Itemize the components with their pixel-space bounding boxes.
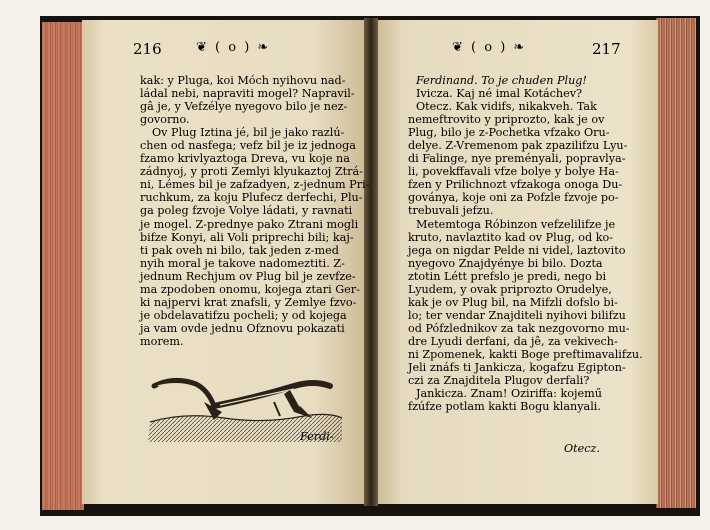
text-line: chen od nasfega; vefz bil je iz jednoga [140,139,356,153]
right-page-number: 217 [592,40,621,58]
text-line: Otecz. Kak vidifs, nikakveh. Tak [416,100,597,114]
text-line: Ov Plug Iztina jé, bil je jako razlú- [152,126,345,140]
text-line: nyegovo Znajdyénye bi bilo. Dozta [408,256,603,270]
text-line: morem. [140,334,184,348]
text-line: goványa, koje oni za Pofzle fzvoje po- [408,191,619,205]
text-line: ruchkum, za koju Plufecz derfechi, Plu- [140,191,363,205]
text-line: dre Lyudi derfani, da jê, za vekivech- [408,334,618,348]
text-line: ni Zpomenek, kakti Boge preftimavalifzu. [408,347,643,361]
text-line: je obdelavatifzu pocheli; y od kojega [140,308,347,322]
right-page-catchword: Otecz. [564,442,601,455]
text-line: bifze Konyi, ali Voli priprechi bili; kaj- [140,230,354,244]
text-line: Lyudem, y ovak priprozto Orudelye, [408,282,612,296]
left-page-edges [42,22,84,510]
text-line: Ivicza. Kaj né imal Kotáchev? [416,87,583,101]
text-line: kak: y Pluga, koi Móch nyihovu nad- [140,74,346,87]
text-line: zádnyoj, y proti Zemlyi klyukaztoj Ztrá- [140,165,363,179]
text-line: ztotin Létt prefslo je predi, nego bi [408,269,607,283]
left-page-number: 216 [133,40,162,58]
text-line: ládal nebi, napraviti mogel? Napravil- [140,87,355,101]
text-line: kruto, navlaztito kad ov Plug, od ko- [408,230,613,244]
text-line: od Pófzlednikov za tak nezgovorno mu- [408,321,630,335]
text-line: gâ je, y Vefzélye nyegovo bilo je nez- [140,100,348,114]
text-line: Jeli znáfs ti Jankicza, kogafzu Egipton- [408,361,626,375]
text-line: Metemtoga Róbinzon vefzelilifze je [416,217,616,231]
text-line: ni, Lémes bil je zafzadyen, z-jednum Pri- [140,178,370,192]
text-line: fzen y Prilichnozt vfzakoga onoga Du- [408,178,623,192]
text-line: nyih moral je takove nadomeztiti. Z- [140,256,345,270]
text-line: czi za Znajditela Plugov derfali? [408,374,590,388]
text-line: Plug, bilo je z-Pochetka vfzako Oru- [408,126,610,140]
text-line: Ferdinand. To je chuden Plug! [416,74,587,87]
text-line: kak je ov Plug bil, na Mifzli dofslo bi- [408,295,618,309]
text-line: ti pak oveh ni bilo, tak jeden z-med [140,243,339,257]
text-line: ma zpodoben onomu, kojega ztari Ger- [140,282,360,296]
text-line: ki najpervi krat znafsli, y Zemlye fzvo- [140,295,357,309]
text-line: nemeftrovito y priprozto, kak je ov [408,113,605,127]
text-line: li, povekffavali vfze bolye y bolye Ha- [408,165,619,179]
text-line: je mogel. Z-prednye pako Ztrani mogli [140,217,359,231]
right-page-edges [656,18,696,508]
text-line: jega on nigdar Pelde ni videl, laztovito [408,243,626,257]
text-line: delye. Z-Vremenom pak zpazilifzu Lyu- [408,139,628,153]
text-line: govorno. [140,113,190,127]
left-header-ornament: ❦ ( o ) ❧ [196,40,271,55]
text-line: ga poleg fzvoje Volye ládati, y ravnati [140,204,353,218]
left-page-text [140,74,369,348]
text-line: jednum Rechjum ov Plug bil je zevfze- [140,269,356,283]
text-line: Jankicza. Znam! Oziriffa: kojemű [416,387,602,401]
right-page-text [408,74,643,413]
text-line: fzúfze potlam kakti Bogu klanyali. [408,400,601,414]
text-line: fzamo krivlyaztoga Dreva, vu koje na [140,152,350,166]
right-header-ornament: ❦ ( o ) ❧ [452,40,527,55]
left-page-catchword: Ferdi- [300,430,334,443]
text-line: lo; ter vendar Znajditeli nyihovi bilifzu [408,308,626,322]
text-line: trebuvali jefzu. [408,204,494,218]
text-line: ja vam ovde jednu Ofznovu pokazati [140,321,345,335]
text-line: di Falinge, nye preményali, popravlya- [408,152,626,166]
